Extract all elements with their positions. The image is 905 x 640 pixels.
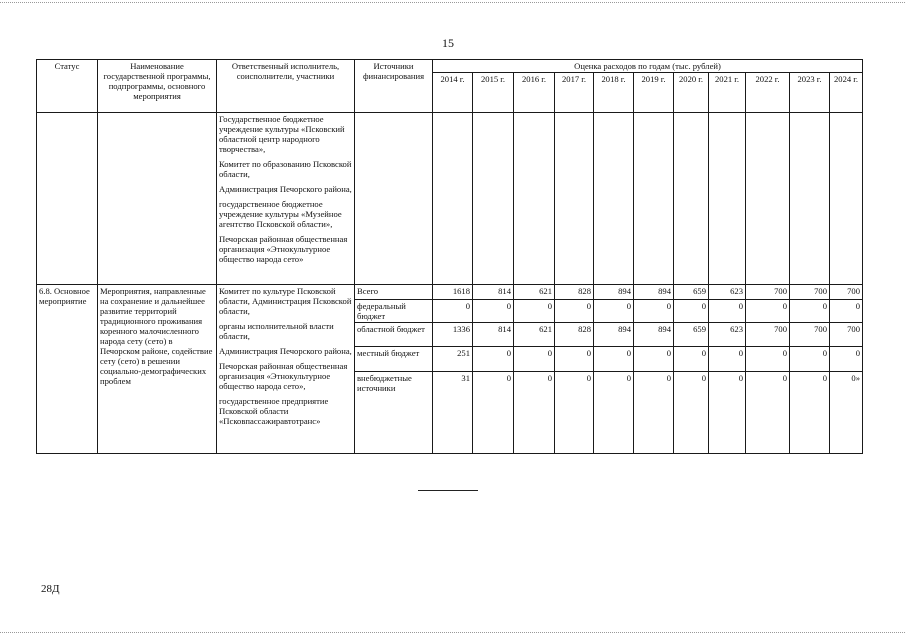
status-cell-empty xyxy=(37,113,98,285)
value-cell: 0 xyxy=(594,300,634,323)
executor-cell xyxy=(217,285,355,454)
value-cell: 31 xyxy=(433,372,473,454)
executor-item: Печорская районная общественная организация «Этнокультурное общество народа сето» xyxy=(219,234,348,264)
value-cell: 0 xyxy=(746,372,790,454)
value-cell: 0 xyxy=(830,300,863,323)
value-cell: 251 xyxy=(433,347,473,372)
name-cell-empty xyxy=(98,113,217,285)
end-separator-line xyxy=(418,490,478,491)
value-cell: 894 xyxy=(634,323,674,347)
value-cell: 0 xyxy=(473,347,514,372)
value-cell: 0 xyxy=(433,300,473,323)
value-cell: 894 xyxy=(634,285,674,300)
value-cell: 700 xyxy=(790,323,830,347)
year-header: 2016 г. xyxy=(514,73,555,113)
value-cell: 700 xyxy=(746,323,790,347)
header-status: Статус xyxy=(37,60,98,113)
year-header: 2014 г. xyxy=(433,73,473,113)
budget-table xyxy=(36,59,863,454)
value-cell: 0 xyxy=(473,372,514,454)
value-cell: 621 xyxy=(514,323,555,347)
scan-bottom-edge xyxy=(0,632,905,634)
value-cell: 0 xyxy=(634,372,674,454)
footer-code: 28Д xyxy=(41,583,60,595)
value-cell: 0 xyxy=(709,300,746,323)
executor-item: государственное бюджетное учреждение культуры «Музейное агентство Псковской области», xyxy=(219,199,342,229)
value-cell: 0 xyxy=(514,347,555,372)
header-executor: Ответственный исполнитель, соисполнители, участники xyxy=(217,60,355,113)
year-header: 2022 г. xyxy=(746,73,790,113)
value-cell: 1618 xyxy=(433,285,473,300)
year-header: 2021 г. xyxy=(709,73,746,113)
value-cell: 0 xyxy=(709,372,746,454)
value-cell: 0» xyxy=(830,372,863,454)
value-cell: 0 xyxy=(473,300,514,323)
value-cell: 0 xyxy=(634,300,674,323)
value-cell: 0 xyxy=(790,300,830,323)
value-cell: 0 xyxy=(555,372,594,454)
source-label: внебюджетные источники xyxy=(355,372,433,454)
executor-cell xyxy=(217,113,355,285)
value-cell: 0 xyxy=(594,372,634,454)
value-cell: 0 xyxy=(830,347,863,372)
value-cell: 0 xyxy=(709,347,746,372)
value-cell: 0 xyxy=(674,372,709,454)
year-header: 2015 г. xyxy=(473,73,514,113)
value-cell: 0 xyxy=(594,347,634,372)
value-cell: 0 xyxy=(674,347,709,372)
header-name: Наименование государственной программы, подпрограммы, основного мероприятия xyxy=(98,60,217,113)
value-cell: 700 xyxy=(830,285,863,300)
value-cell: 700 xyxy=(790,285,830,300)
value-cell: 0 xyxy=(514,372,555,454)
value-cell: 828 xyxy=(555,285,594,300)
source-label: местный бюджет xyxy=(355,347,433,372)
value-cell: 894 xyxy=(594,285,634,300)
executor-item: государственное предприятие Псковской области «Псковпассажиравтотранс» xyxy=(219,396,329,426)
value-cell: 0 xyxy=(746,347,790,372)
executor-item: Печорская районная общественная организация «Этнокультурное общество народа сето», xyxy=(219,361,348,391)
year-header: 2018 г. xyxy=(594,73,634,113)
value-cell: 0 xyxy=(674,300,709,323)
value-cell: 700 xyxy=(746,285,790,300)
value-cell: 621 xyxy=(514,285,555,300)
value-cell: 814 xyxy=(473,285,514,300)
value-cell: 0 xyxy=(634,347,674,372)
page-number: 15 xyxy=(442,36,454,50)
value-cell: 700 xyxy=(830,323,863,347)
executor-item: Комитет по культуре Псковской области, Администрация Псковской области, xyxy=(219,286,352,316)
table-row xyxy=(37,113,863,285)
value-cell: 659 xyxy=(674,285,709,300)
value-cell: 814 xyxy=(473,323,514,347)
value-cell: 1336 xyxy=(433,323,473,347)
executor-item: Администрация Печорского района, xyxy=(219,346,352,356)
value-cell: 623 xyxy=(709,285,746,300)
table-row xyxy=(37,285,863,300)
source-label: федеральный бюджет xyxy=(355,300,433,323)
value-cell: 0 xyxy=(790,372,830,454)
year-header: 2023 г. xyxy=(790,73,830,113)
executor-item: органы исполнительной власти области, xyxy=(219,321,334,341)
value-cell: 0 xyxy=(790,347,830,372)
scan-top-edge xyxy=(0,2,905,4)
source-label: Всего xyxy=(355,285,433,300)
value-cell: 0 xyxy=(555,300,594,323)
value-cell: 0 xyxy=(746,300,790,323)
value-cell: 0 xyxy=(555,347,594,372)
value-cell: 894 xyxy=(594,323,634,347)
name-cell: Мероприятия, направленные на сохранение и дальнейшее развитие территорий традиционного проживания коренного малочисленного народа сету (сето) в Печорском районе, содействие сету (сето) в решении социально-демографических проблем xyxy=(98,285,217,454)
value-cell: 659 xyxy=(674,323,709,347)
year-header: 2019 г. xyxy=(634,73,674,113)
status-cell: 6.8. Основное мероприятие xyxy=(37,285,98,454)
value-cell: 623 xyxy=(709,323,746,347)
header-sources: Источники финансирования xyxy=(355,60,433,113)
year-header: 2017 г. xyxy=(555,73,594,113)
executor-item: Комитет по образованию Псковской области, xyxy=(219,159,352,179)
executor-item: Государственное бюджетное учреждение культуры «Псковский областной центр народного творчества», xyxy=(219,114,345,154)
year-header: 2020 г. xyxy=(674,73,709,113)
value-cell: 828 xyxy=(555,323,594,347)
source-label: областной бюджет xyxy=(355,323,433,347)
executor-item: Администрация Печорского района, xyxy=(219,184,352,194)
value-cell: 0 xyxy=(514,300,555,323)
header-estimate: Оценка расходов по годам (тыс. рублей) xyxy=(433,60,863,73)
year-header: 2024 г. xyxy=(830,73,863,113)
